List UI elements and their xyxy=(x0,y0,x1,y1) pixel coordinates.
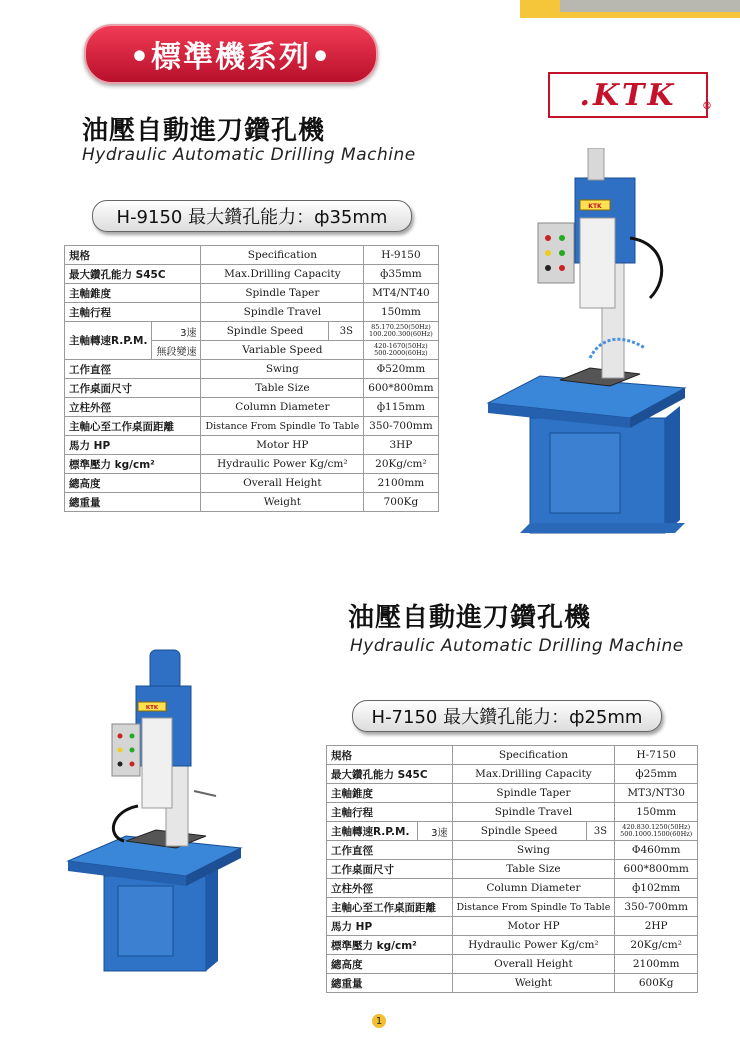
spec-label-en: Column Diameter xyxy=(201,398,364,417)
spec-sublabel: 3速 xyxy=(152,322,201,341)
spec-label-en: Column Diameter xyxy=(452,879,615,898)
spec-label-en: Spindle Taper xyxy=(201,284,364,303)
spec-value: 350-700mm xyxy=(615,898,698,917)
spec-label-cn: 立柱外徑 xyxy=(327,879,453,898)
spec-row xyxy=(327,898,698,917)
machine1-title-en: Hydraulic Automatic Drilling Machine xyxy=(82,145,416,165)
machine1-drill-press-illustration xyxy=(480,148,690,548)
spec-label-cn: 馬力 HP xyxy=(65,436,201,455)
spec-row xyxy=(327,879,698,898)
spec-value-line: 500-2000(60Hz) xyxy=(374,349,428,357)
spec-value: 350-700mm xyxy=(364,417,438,436)
spec-label-cn: 工作直徑 xyxy=(65,360,201,379)
spec-value-line: 500.1000.1500(60Hz) xyxy=(620,830,693,838)
spec-value: 2100mm xyxy=(364,474,438,493)
spec-row xyxy=(327,974,698,993)
spec-label-en: Spindle Speed xyxy=(452,822,586,841)
spec-value: ф35mm xyxy=(364,265,438,284)
logo-text: .KTK xyxy=(579,77,677,113)
corner-decoration-grey xyxy=(560,0,740,12)
spec-row xyxy=(65,417,439,436)
spec-value: 150mm xyxy=(364,303,438,322)
spec-row xyxy=(65,265,439,284)
spec-label-cn: 規格 xyxy=(327,746,453,765)
spec-value: 20Kg/cm² xyxy=(615,936,698,955)
spec-row xyxy=(327,746,698,765)
spec-row xyxy=(327,841,698,860)
spec-label-en: Max.Drilling Capacity xyxy=(201,265,364,284)
spec-label-cn: 工作桌面尺寸 xyxy=(65,379,201,398)
spec-value: 600*800mm xyxy=(615,860,698,879)
spec-row xyxy=(65,284,439,303)
spec-label-en: Distance From Spindle To Table xyxy=(452,898,615,917)
spec-value: H-9150 xyxy=(364,246,438,265)
spec-row xyxy=(327,936,698,955)
spec-label-cn: 馬力 HP xyxy=(327,917,453,936)
spec-label-cn: 標準壓力 kg/cm² xyxy=(327,936,453,955)
spec-row xyxy=(65,246,439,265)
machine1-title-cn: 油壓自動進刀鑽孔機 xyxy=(82,116,326,146)
spec-value: 3HP xyxy=(364,436,438,455)
spec-row xyxy=(65,322,439,341)
spec-label-en: Hydraulic Power Kg/cm² xyxy=(201,455,364,474)
spec-row xyxy=(327,917,698,936)
spec-value-line: 85.170.250(50Hz) xyxy=(371,323,431,331)
spec-label-cn: 主軸心至工作桌面距離 xyxy=(65,417,201,436)
spec-value-line: 420-1670(50Hz) xyxy=(374,342,428,350)
spec-speed-count: 3S xyxy=(586,822,615,841)
spec-value-small xyxy=(364,322,438,341)
spec-row xyxy=(327,860,698,879)
spec-label-en: Hydraulic Power Kg/cm² xyxy=(452,936,615,955)
spec-row xyxy=(65,436,439,455)
machine2-title-en: Hydraulic Automatic Drilling Machine xyxy=(350,636,684,656)
spec-label-cn: 主軸心至工作桌面距離 xyxy=(327,898,453,917)
spec-label-en: Overall Height xyxy=(201,474,364,493)
spec-label-en: Spindle Taper xyxy=(452,784,615,803)
spec-value: 700Kg xyxy=(364,493,438,512)
spec-label-en: Table Size xyxy=(452,860,615,879)
spec-label-en: Max.Drilling Capacity xyxy=(452,765,615,784)
spec-label-en: Spindle Travel xyxy=(452,803,615,822)
machine2-title-cn: 油壓自動進刀鑽孔機 xyxy=(348,603,592,633)
spec-label-cn: 總重量 xyxy=(327,974,453,993)
spec-row xyxy=(327,822,698,841)
machine1-spec-table xyxy=(64,245,439,512)
registered-mark: ® xyxy=(702,101,712,112)
spec-value: Φ460mm xyxy=(615,841,698,860)
spec-label-en: Specification xyxy=(452,746,615,765)
spec-label-en: Weight xyxy=(452,974,615,993)
spec-value-line: 420.830.1250(50Hz) xyxy=(622,823,691,831)
spec-row xyxy=(65,474,439,493)
spec-label-cn: 標準壓力 kg/cm² xyxy=(65,455,201,474)
spec-label-cn: 總重量 xyxy=(65,493,201,512)
spec-value: ф115mm xyxy=(364,398,438,417)
spec-label-cn: 主軸轉速R.P.M. xyxy=(65,322,152,360)
spec-value: Φ520mm xyxy=(364,360,438,379)
spec-label-en: Distance From Spindle To Table xyxy=(201,417,364,436)
spec-label-cn: 立柱外徑 xyxy=(65,398,201,417)
machine1-panel-label: KTK xyxy=(588,203,602,210)
spec-row xyxy=(327,955,698,974)
spec-row xyxy=(65,360,439,379)
spec-speed-count: 3S xyxy=(329,322,364,341)
machine2-panel-label: KTK xyxy=(145,705,159,711)
spec-label-cn: 主軸錐度 xyxy=(65,284,201,303)
spec-label-en: Swing xyxy=(201,360,364,379)
spec-label-en: Swing xyxy=(452,841,615,860)
spec-row xyxy=(327,784,698,803)
spec-label-en: Weight xyxy=(201,493,364,512)
spec-sublabel: 無段變速 xyxy=(152,341,201,360)
machine1-model-label: H-9150 最大鑽孔能力：ф35mm xyxy=(92,200,412,232)
spec-value: 2100mm xyxy=(615,955,698,974)
spec-label-en: Specification xyxy=(201,246,364,265)
spec-value: 150mm xyxy=(615,803,698,822)
spec-value: 2HP xyxy=(615,917,698,936)
spec-sublabel: 3速 xyxy=(418,822,452,841)
machine2-drill-press-illustration xyxy=(66,636,246,986)
spec-row xyxy=(65,455,439,474)
spec-label-cn: 總高度 xyxy=(65,474,201,493)
spec-value: ф25mm xyxy=(615,765,698,784)
machine2-model-label: H-7150 最大鑽孔能力：ф25mm xyxy=(352,700,662,732)
spec-value: ф102mm xyxy=(615,879,698,898)
spec-label-cn: 主軸錐度 xyxy=(327,784,453,803)
spec-label-cn: 最大鑽孔能力 S45C xyxy=(65,265,201,284)
spec-row xyxy=(65,379,439,398)
spec-label-en: Spindle Travel xyxy=(201,303,364,322)
spec-value: H-7150 xyxy=(615,746,698,765)
spec-label-cn: 主軸行程 xyxy=(65,303,201,322)
spec-label-en: Table Size xyxy=(201,379,364,398)
spec-value: MT3/NT30 xyxy=(615,784,698,803)
spec-row xyxy=(65,398,439,417)
machine2-spec-table xyxy=(326,745,698,993)
spec-label-cn: 最大鑽孔能力 S45C xyxy=(327,765,453,784)
series-title: •標準機系列• xyxy=(129,40,333,75)
spec-label-cn: 總高度 xyxy=(327,955,453,974)
spec-value: 600Kg xyxy=(615,974,698,993)
spec-value-line: 100.200.300(60Hz) xyxy=(369,330,433,338)
spec-value: 20Kg/cm² xyxy=(364,455,438,474)
spec-label-cn: 規格 xyxy=(65,246,201,265)
ktk-logo xyxy=(548,72,712,118)
spec-row xyxy=(65,303,439,322)
spec-label-en: Motor HP xyxy=(201,436,364,455)
spec-label-en: Spindle Speed xyxy=(201,322,329,341)
spec-label-en: Variable Speed xyxy=(201,341,364,360)
spec-value: 600*800mm xyxy=(364,379,438,398)
spec-label-en: Overall Height xyxy=(452,955,615,974)
spec-value: MT4/NT40 xyxy=(364,284,438,303)
spec-value-small xyxy=(615,822,698,841)
spec-row xyxy=(327,765,698,784)
series-badge xyxy=(84,24,378,84)
spec-row xyxy=(65,493,439,512)
spec-label-cn: 主軸轉速R.P.M. xyxy=(327,822,418,841)
spec-label-cn: 工作桌面尺寸 xyxy=(327,860,453,879)
spec-row xyxy=(327,803,698,822)
page-number: 1 xyxy=(372,1014,386,1028)
spec-label-cn: 工作直徑 xyxy=(327,841,453,860)
spec-label-en: Motor HP xyxy=(452,917,615,936)
spec-label-cn: 主軸行程 xyxy=(327,803,453,822)
spec-value-small xyxy=(364,341,438,360)
